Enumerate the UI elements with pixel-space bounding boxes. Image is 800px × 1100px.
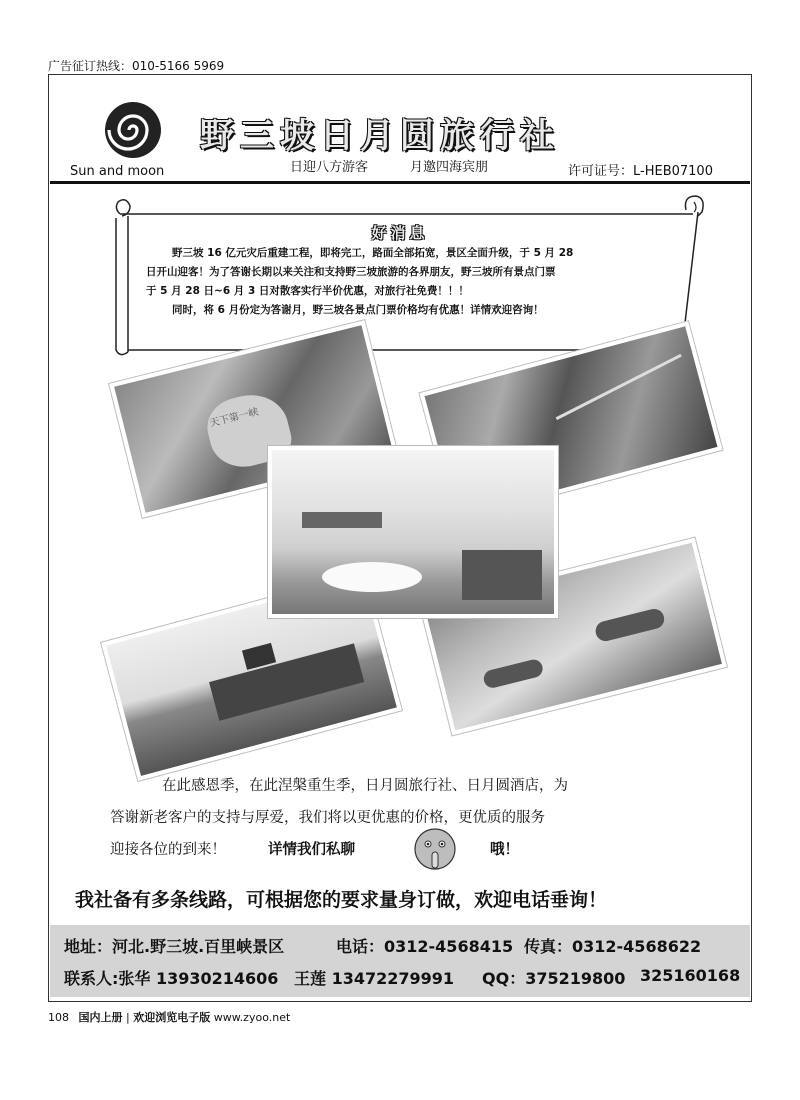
slogan-left: 日迎八方游客 bbox=[290, 160, 369, 175]
news-line-4: 同时，将 6 月份定为答谢月，野三坡各景点门票价格均有优惠！详情欢迎咨询！ bbox=[172, 304, 544, 316]
brand-english: Sun and moon bbox=[70, 164, 165, 179]
footer-section: 国内上册 bbox=[78, 1011, 123, 1024]
sun-moon-spiral-logo-icon bbox=[103, 100, 163, 160]
news-line-1: 野三坡 16 亿元灾后重建工程，即将完工，路面全部拓宽，景区全面升级，于 5 月 28 bbox=[172, 247, 574, 259]
slogan-right: 月邀四海宾朋 bbox=[410, 160, 489, 175]
ad-hotline: 广告征订热线：010-5166 5969 bbox=[48, 59, 225, 73]
footer-divider: | bbox=[126, 1011, 134, 1024]
header-divider bbox=[50, 181, 750, 184]
contact-phone: 电话：0312-4568415 bbox=[336, 937, 514, 956]
routes-slogan: 我社备有多条线路，可根据您的要求量身订做，欢迎电话垂询！ bbox=[75, 889, 608, 911]
shush-emoji-icon bbox=[412, 826, 458, 872]
contact-person: 联系人:张华 13930214606 bbox=[64, 969, 279, 988]
footer-url[interactable]: www.zyoo.net bbox=[213, 1011, 291, 1024]
body-line-2: 答谢新老客户的支持与厚爱，我们将以更优惠的价格，更优质的服务 bbox=[110, 810, 545, 826]
license-number: 许可证号：L-HEB07100 bbox=[568, 164, 713, 179]
body-line-1: 在此感恩季，在此涅槃重生季，日月圆旅行社、日月圆酒店，为 bbox=[162, 778, 568, 794]
news-line-3: 于 5 月 28 日~6 月 3 日对散客实行半价优惠，对旅行社免费！！！ bbox=[146, 285, 469, 297]
contact-address: 地址：河北.野三坡.百里峡景区 bbox=[64, 937, 285, 956]
restaurant-dining-hall-photo bbox=[268, 446, 558, 618]
body-line-3-pre: 迎接各位的到来！ bbox=[110, 842, 226, 858]
news-line-2: 日开山迎客！为了答谢长期以来关注和支持野三坡旅游的各界朋友，野三坡所有景点门票 bbox=[146, 266, 556, 278]
page-number: 108 bbox=[48, 1011, 69, 1024]
body-line-3-bold: 详情我们私聊 bbox=[268, 842, 355, 858]
page-footer bbox=[48, 1009, 290, 1025]
footer-cta: 欢迎浏览电子版 bbox=[133, 1011, 211, 1024]
agency-title: 野三坡日月圆旅行社 bbox=[200, 116, 560, 156]
scenic-inscription: 天下第一峡 bbox=[208, 406, 260, 430]
contact-fax: 传真：0312-4568622 bbox=[524, 937, 702, 956]
body-line-3-post: 哦！ bbox=[490, 842, 519, 858]
good-news-title: 好消息 bbox=[371, 224, 429, 242]
contact-qq-2: 325160168 bbox=[640, 966, 741, 985]
contact-qq: QQ：375219800 bbox=[482, 969, 626, 988]
contact-person-2: 王莲 13472279991 bbox=[294, 969, 455, 988]
